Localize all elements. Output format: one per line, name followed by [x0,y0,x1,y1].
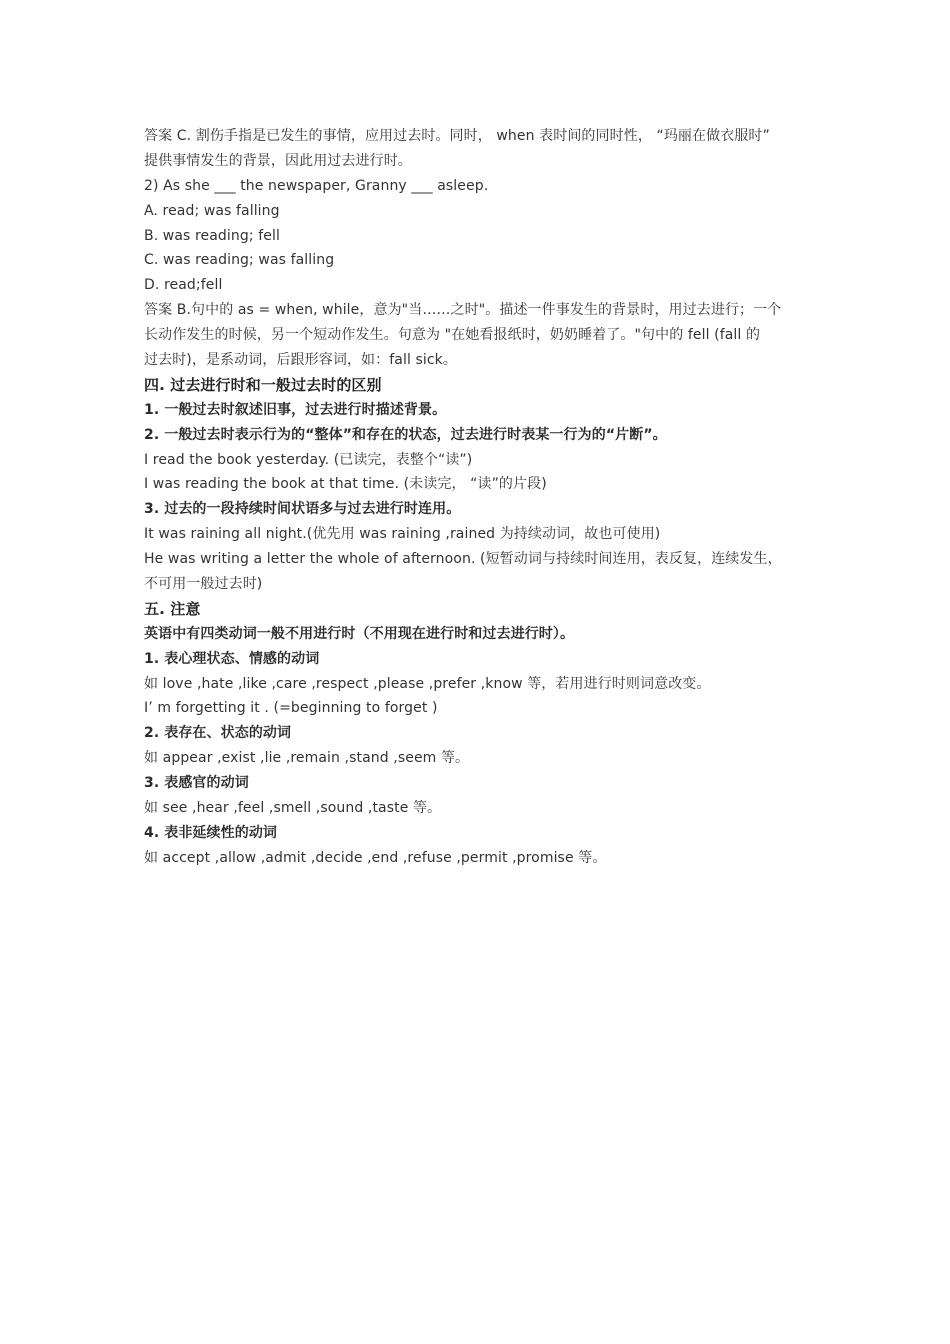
bold-paragraph-line: 3. 过去的一段持续时间状语多与过去进行时连用。 [144,501,461,518]
bold-paragraph-line: 英语中有四类动词一般不用进行时（不用现在进行时和过去进行时）。 [144,625,575,642]
bold-paragraph-line: 1. 一般过去时叙述旧事，过去进行时描述背景。 [144,401,447,418]
paragraph-line: D. read;fell [144,277,223,294]
bold-paragraph-line: 2. 表存在、状态的动词 [144,725,292,742]
bold-paragraph-line: 3. 表感官的动词 [144,775,249,792]
paragraph-line: 过去时)，是系动词，后跟形容词，如：fall sick。 [144,352,457,369]
paragraph-line: 如 accept ,allow ,admit ,decide ,end ,refuse ,permit ,promise 等。 [144,849,607,866]
paragraph-line: I read the book yesterday. (已读完，表整个“读”) [144,451,473,468]
paragraph-line: It was raining all night.(优先用 was raining ,rained 为持续动词，故也可使用) [144,526,661,543]
paragraph-line: 答案 C. 割伤手指是已发生的事情，应用过去时。同时， when 表时间的同时性， “玛丽在做衣服时” [144,128,770,144]
paragraph-line: B. was reading; fell [144,227,280,244]
bold-paragraph-line: 1. 表心理状态、情感的动词 [144,650,320,667]
paragraph-line: 如 appear ,exist ,lie ,remain ,stand ,seem 等。 [144,750,470,767]
paragraph-line: 答案 B.句中的 as = when, while，意为"当……之时"。描述一件事发生的背景时，用过去进行；一个 [144,302,782,319]
bold-paragraph-line: 2. 一般过去时表示行为的“整体”和存在的状态，过去进行时表某一行为的“片断”。 [144,426,667,443]
paragraph-line: I’ m forgetting it . (=beginning to forget ) [144,700,438,717]
paragraph-line: I was reading the book at that time. (未读完， “读”的片段) [144,476,547,493]
paragraph-line: 2) As she ___ the newspaper, Granny ___ asleep. [144,177,489,194]
document-body [144,124,824,871]
paragraph-line: 长动作发生的时候，另一个短动作发生。句意为 "在她看报纸时，奶奶睡着了。"句中的 fell (fall 的 [144,327,761,344]
section-heading: 五. 注意 [144,599,201,618]
bold-paragraph-line: 4. 表非延续性的动词 [144,824,278,841]
paragraph-line: 不可用一般过去时) [144,576,263,593]
paragraph-line: 如 love ,hate ,like ,care ,respect ,please ,prefer ,know 等，若用进行时则词意改变。 [144,675,711,692]
section-heading: 四. 过去进行时和一般过去时的区别 [144,375,382,394]
paragraph-line: 提供事情发生的背景，因此用过去进行时。 [144,152,412,169]
paragraph-line: 如 see ,hear ,feel ,smell ,sound ,taste 等。 [144,800,442,817]
paragraph-line: C. was reading; was falling [144,252,335,269]
paragraph-line: He was writing a letter the whole of afternoon. (短暂动词与持续时间连用，表反复，连续发生， [144,551,782,568]
paragraph-line: A. read; was falling [144,202,280,219]
